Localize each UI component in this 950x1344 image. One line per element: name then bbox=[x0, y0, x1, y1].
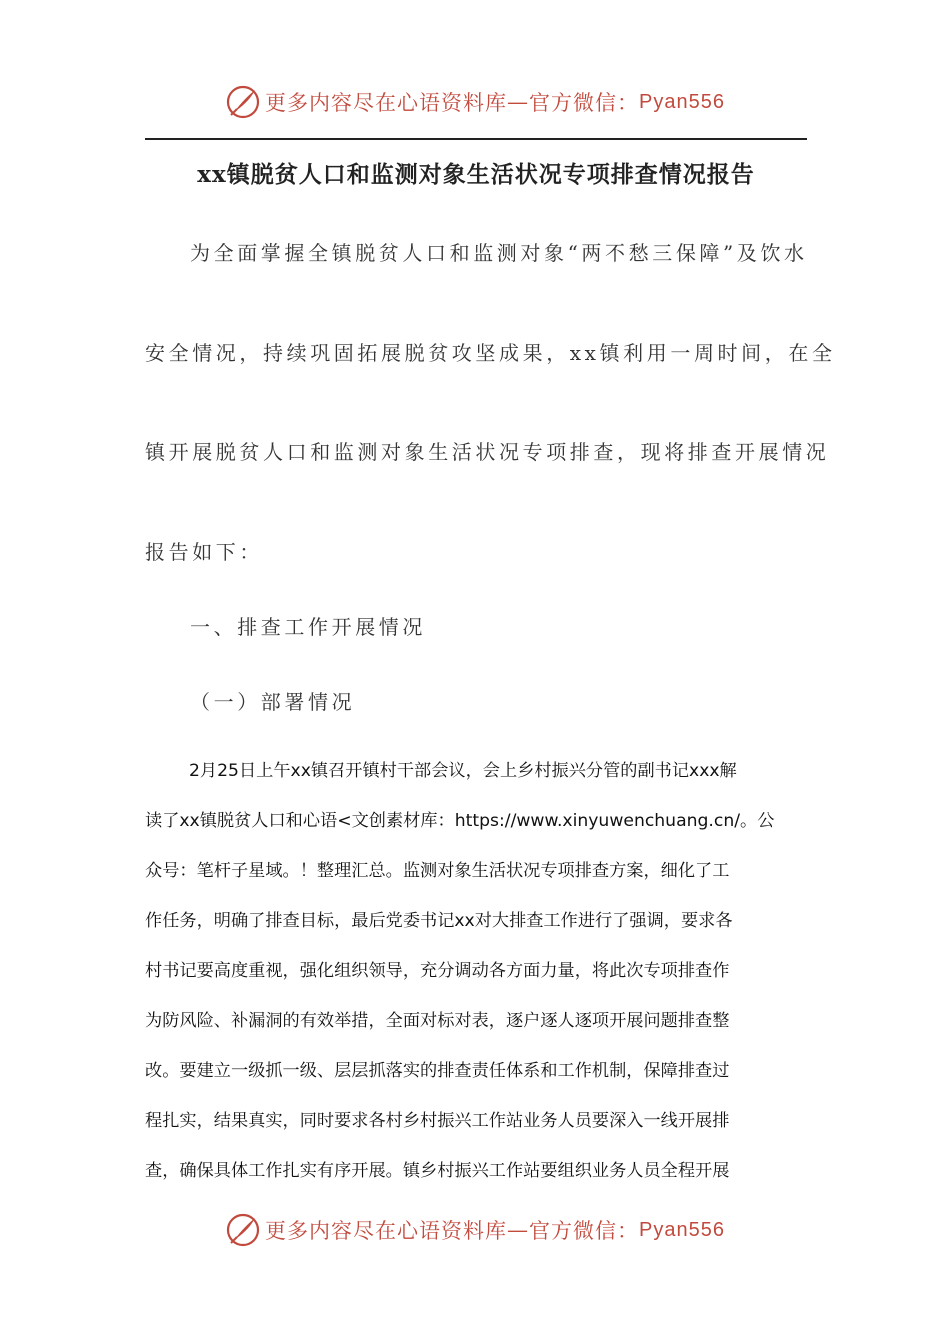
body-line: 读了xx镇脱贫人口和心语<文创素材库：https://www.xinyuwenchuang.cn/。公 bbox=[145, 811, 775, 831]
banner-wechat-label: 官方微信： bbox=[529, 1219, 640, 1243]
body-line: 众号：笔杆子星域。！整理汇总。监测对象生活状况专项排查方案，细化了工 bbox=[145, 861, 730, 881]
header-banner bbox=[0, 82, 950, 122]
intro-line-1: 为全面掌握全镇脱贫人口和监测对象“两不愁三保障”及饮水 bbox=[190, 241, 808, 265]
banner-dash: — bbox=[507, 1218, 530, 1242]
intro-line-2: 安全情况，持续巩固拓展脱贫攻坚成果，xx镇利用一周时间，在全 bbox=[145, 341, 836, 365]
body-paragraph bbox=[145, 746, 807, 1196]
footer-banner bbox=[0, 1210, 950, 1250]
banner-wechat-id: Pyan556 bbox=[639, 1218, 725, 1241]
header-divider bbox=[145, 138, 807, 140]
body-line: 改。要建立一级抓一级、层层抓落实的排查责任体系和工作机制，保障排查过 bbox=[145, 1061, 730, 1081]
body-line: 作任务，明确了排查目标，最后党委书记xx对大排查工作进行了强调，要求各 bbox=[145, 911, 733, 931]
body-line: 村书记要高度重视，强化组织领导，充分调动各方面力量，将此次专项排查作 bbox=[145, 961, 730, 981]
intro-line-3: 镇开展脱贫人口和监测对象生活状况专项排查，现将排查开展情况 bbox=[145, 440, 830, 464]
body-line: 为防风险、补漏洞的有效举措，全面对标对表，逐户逐人逐项开展问题排查整 bbox=[145, 1011, 730, 1031]
banner-site-text: 更多内容尽在心语资料库 bbox=[265, 91, 508, 115]
banner-wechat-id: Pyan556 bbox=[639, 90, 725, 113]
quill-logo-icon bbox=[225, 1212, 261, 1248]
banner-wechat-label: 官方微信： bbox=[529, 91, 640, 115]
document-title: xx镇脱贫人口和监测对象生活状况专项排查情况报告 bbox=[197, 161, 755, 188]
section-heading-2: （一）部署情况 bbox=[190, 690, 356, 714]
body-line: 2月25日上午xx镇召开镇村干部会议，会上乡村振兴分管的副书记xxx解 bbox=[189, 761, 737, 781]
quill-logo-icon bbox=[225, 84, 261, 120]
body-line: 程扎实，结果真实，同时要求各村乡村振兴工作站业务人员要深入一线开展排 bbox=[145, 1111, 730, 1131]
banner-site-text: 更多内容尽在心语资料库 bbox=[265, 1219, 508, 1243]
banner-dash: — bbox=[507, 90, 530, 114]
body-line: 查，确保具体工作扎实有序开展。镇乡村振兴工作站要组织业务人员全程开展 bbox=[145, 1161, 730, 1181]
intro-line-4: 报告如下： bbox=[145, 540, 263, 564]
section-heading-1: 一、排查工作开展情况 bbox=[190, 615, 426, 639]
